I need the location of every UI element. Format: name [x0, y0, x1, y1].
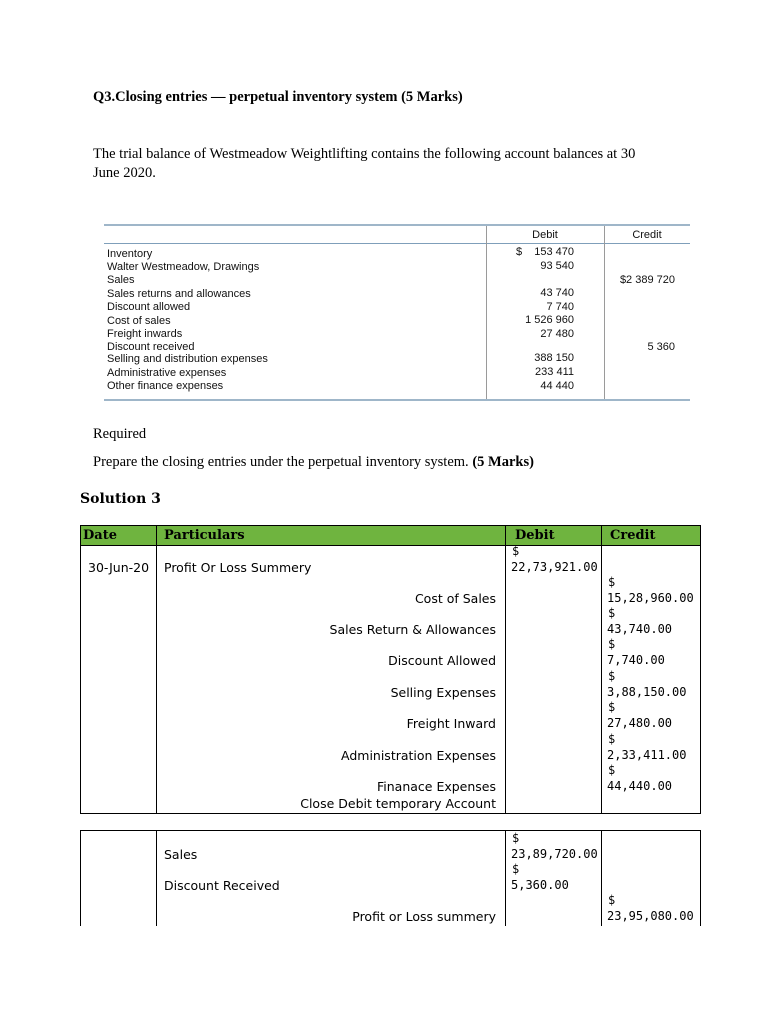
credit-account: Cost of Sales	[414, 591, 496, 606]
credit-amount: 15,28,960.00	[607, 591, 694, 605]
tb-account: Inventory	[107, 248, 153, 260]
tb-credit-value: 5 360	[647, 341, 675, 353]
tb-bottom-rule	[104, 399, 690, 401]
table-border	[156, 525, 157, 814]
tb-account: Walter Westmeadow, Drawings	[107, 261, 260, 273]
question-title: Q3.Closing entries — perpetual inventory system (5 Marks)	[93, 89, 463, 105]
tb-debit-value: 388 150	[534, 352, 574, 364]
tb-header-rule	[104, 243, 690, 244]
tb-account: Administrative expenses	[107, 367, 227, 379]
credit-account: Administration Expenses	[341, 748, 496, 763]
intro-line-2: June 2020.	[93, 165, 156, 181]
credit-dollar: $	[608, 893, 616, 907]
tb-account: Discount allowed	[107, 301, 191, 313]
debit-amount: 5,360.00	[511, 878, 569, 892]
tb-account: Discount received	[107, 341, 195, 353]
tb-debit-value: 153 470	[534, 246, 574, 258]
table-border	[80, 545, 701, 546]
tb-account: Sales	[107, 274, 135, 286]
tb-debit-value: 43 740	[540, 287, 574, 299]
credit-dollar: $	[608, 763, 616, 777]
table-border	[505, 525, 506, 814]
tb-top-rule	[104, 224, 690, 226]
header-credit: Credit	[610, 528, 656, 543]
debit-amount: 22,73,921.00	[511, 560, 598, 574]
required-task	[93, 454, 534, 471]
tb-debit-value: 7 740	[546, 301, 574, 313]
debit-account: Profit Or Loss Summery	[164, 560, 312, 575]
solution-title: Solution 3	[80, 491, 161, 507]
tb-column-divider	[604, 226, 605, 399]
credit-account: Profit or Loss summery	[352, 909, 496, 924]
credit-account: Freight Inward	[406, 716, 496, 731]
table-border	[700, 525, 701, 814]
header-particulars: Particulars	[164, 528, 245, 543]
credit-account: Sales Return & Allowances	[329, 622, 496, 637]
tb-debit-value: 27 480	[540, 328, 574, 340]
credit-amount: 3,88,150.00	[607, 685, 687, 699]
credit-dollar: $	[608, 606, 616, 620]
table-border	[601, 830, 602, 926]
credit-dollar: $	[608, 575, 616, 589]
table-border	[80, 830, 701, 831]
table-border	[505, 830, 506, 926]
credit-amount: 2,33,411.00	[607, 748, 687, 762]
intro-line-1: The trial balance of Westmeadow Weightlifting contains the following account balances at 30	[93, 146, 636, 162]
required-label: Required	[93, 426, 147, 442]
table-border	[80, 830, 81, 926]
tb-debit-value: 93 540	[540, 260, 574, 272]
debit-account: Discount Received	[164, 878, 280, 893]
credit-amount: 44,440.00	[607, 779, 673, 793]
credit-amount: 23,95,080.00	[607, 909, 694, 923]
tb-debit-value: 44 440	[540, 380, 574, 392]
credit-account: Selling Expenses	[390, 685, 496, 700]
tb-dollar-sign: $	[516, 246, 523, 258]
table-border	[700, 830, 701, 926]
task-marks: (5 Marks)	[472, 454, 534, 470]
tb-account: Cost of sales	[107, 315, 171, 327]
tb-credit-value: $2 389 720	[619, 274, 675, 286]
entry-date: 30-Jun-20	[88, 560, 150, 575]
debit-amount: 23,89,720.00	[511, 847, 598, 861]
credit-dollar: $	[608, 732, 616, 746]
credit-amount: 27,480.00	[607, 716, 673, 730]
header-date: Date	[83, 528, 117, 543]
table-border	[80, 813, 701, 814]
header-debit: Debit	[515, 528, 555, 543]
tb-debit-header: Debit	[532, 229, 558, 241]
debit-account: Sales	[164, 847, 198, 862]
tb-debit-value: 1 526 960	[525, 314, 574, 326]
tb-debit-value: 233 411	[535, 366, 574, 378]
credit-dollar: $	[608, 700, 616, 714]
table-border	[601, 525, 602, 814]
tb-account: Selling and distribution expenses	[107, 353, 268, 365]
debit-dollar: $	[512, 862, 520, 876]
tb-account: Freight inwards	[107, 328, 183, 340]
tb-account: Sales returns and allowances	[107, 288, 251, 300]
narration: Close Debit temporary Account	[300, 796, 496, 811]
debit-dollar: $	[512, 544, 520, 558]
credit-dollar: $	[608, 637, 616, 651]
task-text: Prepare the closing entries under the perpetual inventory system.	[93, 454, 469, 470]
question-intro	[93, 145, 713, 183]
debit-dollar: $	[512, 831, 520, 845]
credit-amount: 7,740.00	[607, 653, 665, 667]
credit-dollar: $	[608, 669, 616, 683]
tb-account: Other finance expenses	[107, 380, 224, 392]
table-border	[156, 830, 157, 926]
credit-amount: 43,740.00	[607, 622, 673, 636]
table-border	[80, 525, 81, 814]
credit-account: Discount Allowed	[388, 653, 496, 668]
tb-credit-header: Credit	[632, 229, 662, 241]
credit-account: Finanace Expenses	[376, 779, 496, 794]
